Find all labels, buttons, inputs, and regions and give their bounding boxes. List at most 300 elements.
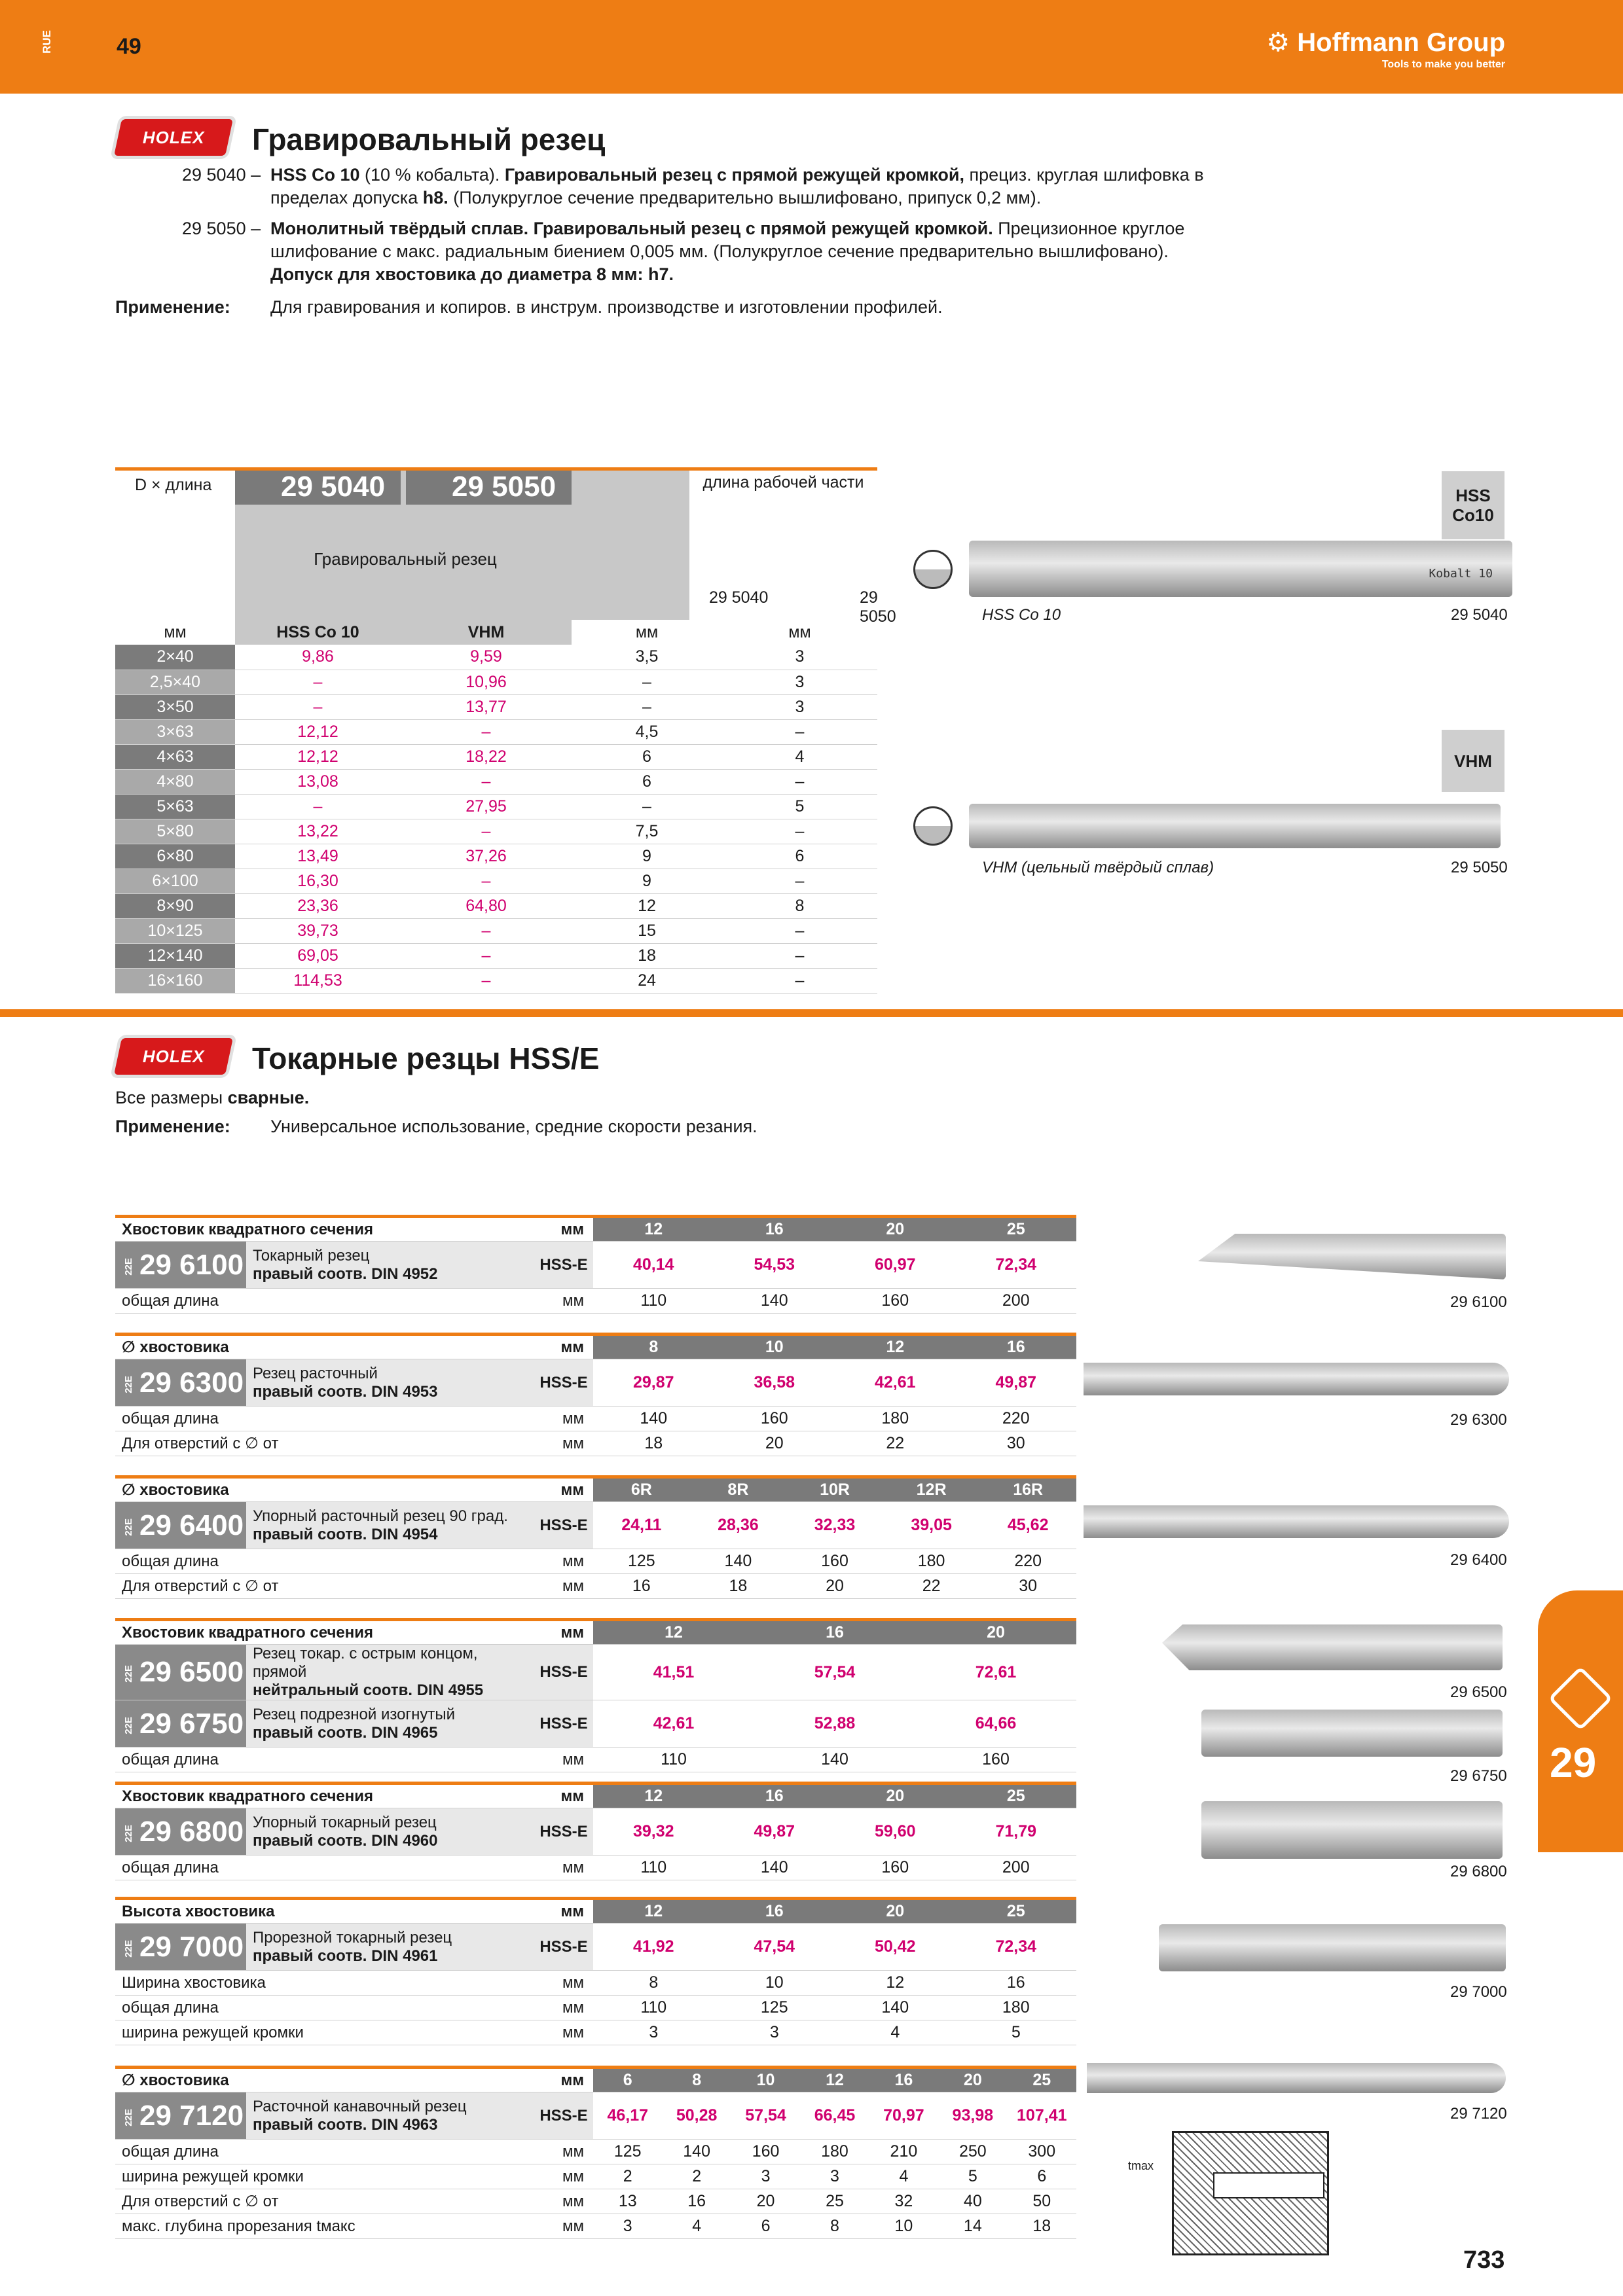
material: HSS-E	[534, 1502, 593, 1549]
half-round-section-icon	[913, 806, 953, 846]
value-cell: 160	[786, 1549, 883, 1574]
brand-name: Hoffmann Group	[1297, 28, 1505, 57]
article-code: 22E 29 6100	[115, 1242, 246, 1289]
logo-icon: ⚙	[1266, 28, 1298, 57]
size-header: 20	[835, 1217, 956, 1242]
unit: мм	[534, 1477, 593, 1502]
price-cell: 9,59	[401, 645, 572, 670]
code-29-5040: 29 5040	[235, 471, 401, 505]
material: HSS-E	[534, 1359, 593, 1407]
param-label: общая длина	[115, 1856, 534, 1880]
length-cell: 3	[722, 645, 877, 670]
price-cell: 13,22	[235, 819, 401, 844]
size-header: 10R	[786, 1477, 883, 1502]
price-cell: 45,62	[979, 1502, 1076, 1549]
price-cell: 29,87	[593, 1359, 714, 1407]
holex-logo: HOLEX	[114, 119, 233, 156]
section-title: Гравировальный резец	[252, 122, 606, 156]
length-cell: 6	[722, 844, 877, 869]
size-header: 10	[714, 1335, 835, 1359]
material: HSS-E	[534, 1645, 593, 1700]
value-cell: 180	[956, 1996, 1077, 2020]
article-code: 22E 29 6800	[115, 1808, 246, 1856]
unit: мм	[534, 1335, 593, 1359]
chapter-number: 29	[1550, 1739, 1597, 1786]
value-cell: 140	[714, 1289, 835, 1314]
caption-code: 29 6500	[1450, 1683, 1507, 1701]
unit: мм	[534, 2164, 593, 2189]
value-cell: 14	[938, 2214, 1007, 2239]
article-code: 22E 29 6750	[115, 1700, 246, 1748]
size-cell: 8×90	[115, 893, 235, 918]
engraving-rows: мм HSS Co 10 VHM мм мм 2×40 9,86 9,59 3,5 3 2,5×40 – 10,96 – 3 3×50 – 13,77 – 3 3×63 12,12 – 4,5 – 4×63 12,12 18,22 6 4 4×80 13,08 – 6 – 5×63 – 27,95 – 5 5×80 13,22 – 7,5 – 6×80 13,49 37,26 9 6 6×100 16,30 – 9 – 8×90 23,36 64,80 12 8 10×125 39,73 – 15 – 12×140 69,05 – 18 – 16×160 114,53 – 24 –	[115, 620, 877, 994]
product-block-29-6500	[115, 1618, 1076, 1772]
size-header: 10	[731, 2068, 800, 2092]
price-cell: 49,87	[714, 1808, 835, 1856]
value-cell: 160	[915, 1748, 1076, 1772]
unit: мм	[534, 2020, 593, 2045]
size-header: 12	[593, 1784, 714, 1808]
price-cell: 49,87	[956, 1359, 1077, 1407]
price-cell: 27,95	[401, 794, 572, 819]
size-header: 25	[956, 1784, 1077, 1808]
insert-icon	[1548, 1666, 1613, 1731]
value-cell: 30	[956, 1431, 1077, 1456]
price-cell: –	[401, 869, 572, 893]
length-cell: 24	[572, 968, 722, 993]
value-cell: 220	[956, 1407, 1077, 1431]
unit: мм	[534, 1899, 593, 1924]
tool-image-29-6800	[1201, 1801, 1503, 1859]
value-cell: 16	[593, 1574, 690, 1599]
length-cell: –	[572, 794, 722, 819]
value-cell: 110	[593, 1748, 754, 1772]
price-cell: 57,54	[731, 2092, 800, 2140]
price-cell: 39,32	[593, 1808, 714, 1856]
code-prefix: 22E	[123, 1518, 134, 1536]
section-title: Токарные резцы HSS/E	[252, 1041, 600, 1075]
price-cell: 107,41	[1008, 2092, 1076, 2140]
table-row	[115, 968, 877, 993]
price-cell: 70,97	[869, 2092, 938, 2140]
article-code: 22E 29 6500	[115, 1645, 246, 1700]
unit: мм	[534, 2189, 593, 2214]
value-cell: 2	[662, 2164, 731, 2189]
value-cell: 30	[979, 1574, 1076, 1599]
price-cell: 41,92	[593, 1924, 714, 1971]
brand-tagline: Tools to make you better	[1381, 59, 1505, 70]
value-cell: 16	[956, 1971, 1077, 1996]
material: HSS-E	[534, 1808, 593, 1856]
size-header: 6	[593, 2068, 662, 2092]
length-cell: 5	[722, 794, 877, 819]
length-cell: –	[722, 719, 877, 744]
price-cell: 52,88	[754, 1700, 915, 1748]
price-cell: 72,61	[915, 1645, 1076, 1700]
size-header: 20	[915, 1620, 1076, 1645]
item-29-5040: 29 5040 – HSS Co 10 (10 % кобальта). Гравировальный резец с прямой режущей кромкой, прециз. круглая шлифовка в пределах допуска h8. (Полукруглое сечение предварительно вышлифовано, припуск 0,2 мм).	[182, 165, 1204, 207]
application-label: Применение:	[115, 1117, 230, 1136]
price-cell: 39,05	[883, 1502, 980, 1549]
size-cell: 4×80	[115, 769, 235, 794]
size-header: 8	[593, 1335, 714, 1359]
value-cell: 160	[714, 1407, 835, 1431]
length-cell: 4,5	[572, 719, 722, 744]
unit: мм	[534, 2214, 593, 2239]
caption-code: 29 7000	[1450, 1983, 1507, 2001]
value-cell: 10	[714, 1971, 835, 1996]
size-cell: 5×80	[115, 819, 235, 844]
value-cell: 2	[593, 2164, 662, 2189]
tool-image-29-6500	[1162, 1624, 1503, 1670]
value-cell: 140	[690, 1549, 787, 1574]
unit: мм	[534, 2068, 593, 2092]
article-description: Токарный резец правый соотв. DIN 4952	[246, 1242, 534, 1289]
param-label: Для отверстий с ∅ от	[115, 1431, 534, 1456]
value-cell: 160	[731, 2140, 800, 2164]
item-29-5050: 29 5050 – Монолитный твёрдый сплав. Гравировальный резец с прямой режущей кромкой. Прецизионное круглое шлифование с макс. радиальным биением 0,005 мм. (Полукруглое сечение предварительно вышлифовано). Допуск для хвостовика до диаметра 8 мм: h7.	[182, 219, 1185, 284]
value-cell: 18	[690, 1574, 787, 1599]
badge-vhm: VHM	[1442, 730, 1504, 792]
col-dim: D × длина	[135, 476, 212, 494]
size-header: 16	[869, 2068, 938, 2092]
tool-image-29-5040: Kobalt 10	[969, 541, 1512, 597]
value-cell: 6	[1008, 2164, 1076, 2189]
table-row	[115, 844, 877, 869]
size-cell: 3×63	[115, 719, 235, 744]
param-label: общая длина	[115, 1996, 534, 2020]
code-prefix: 22E	[123, 1375, 134, 1393]
value-cell: 110	[593, 1856, 714, 1880]
size-header: 12	[593, 1620, 754, 1645]
price-cell: –	[235, 694, 401, 719]
caption-code: 29 6100	[1450, 1293, 1507, 1311]
article-description: Резец расточный правый соотв. DIN 4953	[246, 1359, 534, 1407]
value-cell: 20	[786, 1574, 883, 1599]
value-cell: 18	[1008, 2214, 1076, 2239]
tool-image-29-7000	[1159, 1924, 1506, 1971]
value-cell: 220	[979, 1549, 1076, 1574]
badge-hss: HSS Co10	[1442, 471, 1504, 539]
value-cell: 160	[835, 1289, 956, 1314]
size-cell: 16×160	[115, 968, 235, 993]
value-cell: 300	[1008, 2140, 1076, 2164]
material: HSS-E	[534, 2092, 593, 2140]
param-label: Хвостовик квадратного сечения	[115, 1217, 534, 1242]
code-29-5050: 29 5050	[406, 471, 572, 505]
caption-code-5050: 29 5050	[1451, 859, 1508, 876]
param-label: Хвостовик квадратного сечения	[115, 1620, 534, 1645]
price-cell: –	[401, 943, 572, 968]
table-row	[115, 769, 877, 794]
price-cell: 72,34	[956, 1242, 1077, 1289]
length-cell: –	[722, 769, 877, 794]
unit: мм	[534, 1748, 593, 1772]
value-cell: 200	[956, 1856, 1077, 1880]
welded-note: Все размеры сварные.	[115, 1088, 310, 1107]
value-cell: 110	[593, 1289, 714, 1314]
value-cell: 180	[835, 1407, 956, 1431]
size-header: 25	[956, 1899, 1077, 1924]
size-cell: 6×80	[115, 844, 235, 869]
price-cell: 13,49	[235, 844, 401, 869]
length-cell: –	[722, 819, 877, 844]
material: HSS-E	[534, 1924, 593, 1971]
param-label: общая длина	[115, 2140, 534, 2164]
value-cell: 180	[883, 1549, 980, 1574]
length-cell: –	[722, 968, 877, 993]
length-cell: 4	[722, 744, 877, 769]
code-prefix: 22E	[123, 1257, 134, 1276]
tool-image-29-7120	[1087, 2063, 1506, 2093]
price-cell: 66,45	[800, 2092, 869, 2140]
price-cell: –	[401, 769, 572, 794]
product-block-29-7120	[115, 2066, 1076, 2239]
price-cell: 57,54	[754, 1645, 915, 1700]
param-label: ∅ хвостовика	[115, 1477, 534, 1502]
value-cell: 200	[956, 1289, 1077, 1314]
price-cell: –	[235, 670, 401, 694]
price-cell: 64,66	[915, 1700, 1076, 1748]
value-cell: 6	[731, 2214, 800, 2239]
value-cell: 125	[593, 2140, 662, 2164]
value-cell: 20	[731, 2189, 800, 2214]
price-cell: 60,97	[835, 1242, 956, 1289]
article-description: Прорезной токарный резец правый соотв. DIN 4961	[246, 1924, 534, 1971]
table-row	[115, 645, 877, 670]
length-cell: 18	[572, 943, 722, 968]
length-cell: 12	[572, 893, 722, 918]
group-label: Гравировальный резец	[314, 549, 497, 569]
price-cell: 114,53	[235, 968, 401, 993]
unit: мм	[534, 1996, 593, 2020]
caption-code: 29 7120	[1450, 2105, 1507, 2123]
price-cell: 36,58	[714, 1359, 835, 1407]
footer-page-number: 733	[1463, 2246, 1505, 2274]
value-cell: 140	[754, 1748, 915, 1772]
length-cell: 6	[572, 769, 722, 794]
value-cell: 210	[869, 2140, 938, 2164]
size-header: 16	[754, 1620, 915, 1645]
size-header: 25	[1008, 2068, 1076, 2092]
size-header: 16R	[979, 1477, 1076, 1502]
value-cell: 180	[800, 2140, 869, 2164]
engraving-table	[115, 467, 896, 994]
value-cell: 250	[938, 2140, 1007, 2164]
unit: мм	[534, 1574, 593, 1599]
param-label: ∅ хвостовика	[115, 1335, 534, 1359]
length-cell: 7,5	[572, 819, 722, 844]
tool-image-29-6300	[1084, 1363, 1509, 1395]
table-row	[115, 694, 877, 719]
size-header: 12R	[883, 1477, 980, 1502]
product-block-29-6100	[115, 1215, 1076, 1314]
unit: мм	[534, 1971, 593, 1996]
material: HSS-E	[534, 1242, 593, 1289]
brand-logo	[1266, 27, 1505, 71]
price-cell: 16,30	[235, 869, 401, 893]
price-cell: 37,26	[401, 844, 572, 869]
value-cell: 32	[869, 2189, 938, 2214]
value-cell: 3	[731, 2164, 800, 2189]
unit: мм	[534, 1784, 593, 1808]
price-cell: 28,36	[690, 1502, 787, 1549]
param-label: ширина режущей кромки	[115, 2020, 534, 2045]
price-cell: 41,51	[593, 1645, 754, 1700]
param-label: общая длина	[115, 1549, 534, 1574]
price-cell: 50,28	[662, 2092, 731, 2140]
price-cell: –	[401, 968, 572, 993]
item-code: 29 5040 –	[182, 165, 261, 185]
value-cell: 3	[593, 2214, 662, 2239]
unit: мм	[534, 1217, 593, 1242]
value-cell: 4	[869, 2164, 938, 2189]
tmax-label: tmax	[1128, 2159, 1154, 2172]
size-header: 20	[938, 2068, 1007, 2092]
price-cell: –	[401, 719, 572, 744]
param-label: макс. глубина прорезания tмакс	[115, 2214, 534, 2239]
size-cell: 2,5×40	[115, 670, 235, 694]
length-cell: –	[722, 943, 877, 968]
value-cell: 40	[938, 2189, 1007, 2214]
value-cell: 160	[835, 1856, 956, 1880]
price-cell: 9,86	[235, 645, 401, 670]
value-cell: 140	[714, 1856, 835, 1880]
tool-image-29-6100	[1198, 1234, 1506, 1280]
article-code: 22E 29 7120	[115, 2092, 246, 2140]
article-description: Резец подрезной изогнутый правый соотв. DIN 4965	[246, 1700, 534, 1748]
table-row	[115, 794, 877, 819]
value-cell: 22	[835, 1431, 956, 1456]
article-description: Упорный расточный резец 90 град. правый соотв. DIN 4954	[246, 1502, 534, 1549]
value-cell: 125	[593, 1549, 690, 1574]
value-cell: 3	[800, 2164, 869, 2189]
length-cell: 6	[572, 744, 722, 769]
unit: мм	[534, 1431, 593, 1456]
caption-code: 29 6300	[1450, 1411, 1507, 1429]
length-cell: 3	[722, 694, 877, 719]
param-label: ширина режущей кромки	[115, 2164, 534, 2189]
value-cell: 4	[662, 2214, 731, 2239]
application-text: Для гравирования и копиров. в инструм. производстве и изготовлении профилей.	[270, 297, 943, 317]
length-cell: 3,5	[572, 645, 722, 670]
param-label: общая длина	[115, 1748, 534, 1772]
price-cell: 50,42	[835, 1924, 956, 1971]
product-block-29-6300	[115, 1333, 1076, 1456]
caption-code: 29 6800	[1450, 1863, 1507, 1880]
value-cell: 8	[593, 1971, 714, 1996]
groove-depth-diagram	[1128, 2131, 1329, 2255]
param-label: общая длина	[115, 1407, 534, 1431]
value-cell: 18	[593, 1431, 714, 1456]
size-header: 16	[714, 1784, 835, 1808]
article-description: Упорный токарный резец правый соотв. DIN 4960	[246, 1808, 534, 1856]
size-cell: 4×63	[115, 744, 235, 769]
table-row	[115, 893, 877, 918]
table-row	[115, 819, 877, 844]
product-block-29-7000	[115, 1897, 1076, 2045]
price-cell: 12,12	[235, 744, 401, 769]
table-row	[115, 719, 877, 744]
article-code: 22E 29 6300	[115, 1359, 246, 1407]
price-cell: 54,53	[714, 1242, 835, 1289]
unit: мм	[534, 2140, 593, 2164]
price-cell: 42,61	[835, 1359, 956, 1407]
length-cell: 9	[572, 869, 722, 893]
chapter-tab[interactable]	[1538, 1590, 1623, 1852]
article-code: 22E 29 6400	[115, 1502, 246, 1549]
length-cell: –	[572, 694, 722, 719]
value-cell: 3	[714, 2020, 835, 2045]
length-cell: –	[722, 869, 877, 893]
unit: мм	[534, 1407, 593, 1431]
code-prefix: 22E	[123, 2108, 134, 2126]
length-cell: 8	[722, 893, 877, 918]
size-header: 16	[714, 1217, 835, 1242]
unit: мм	[534, 1856, 593, 1880]
size-header: 20	[835, 1899, 956, 1924]
value-cell: 8	[800, 2214, 869, 2239]
size-header: 6R	[593, 1477, 690, 1502]
price-cell: 72,34	[956, 1924, 1077, 1971]
table-row	[115, 869, 877, 893]
product-block-29-6800	[115, 1782, 1076, 1880]
price-cell: 42,61	[593, 1700, 754, 1748]
price-cell: 40,14	[593, 1242, 714, 1289]
table-row	[115, 918, 877, 943]
value-cell: 125	[714, 1996, 835, 2020]
param-label: Высота хвостовика	[115, 1899, 534, 1924]
group-header	[235, 471, 689, 620]
value-cell: 5	[956, 2020, 1077, 2045]
table-row	[115, 943, 877, 968]
value-cell: 140	[593, 1407, 714, 1431]
size-header: 8	[662, 2068, 731, 2092]
value-cell: 50	[1008, 2189, 1076, 2214]
value-cell: 3	[593, 2020, 714, 2045]
tool-image-29-5050	[969, 804, 1501, 848]
unit: мм	[534, 1620, 593, 1645]
size-header: 20	[835, 1784, 956, 1808]
size-header: 12	[800, 2068, 869, 2092]
value-cell: 12	[835, 1971, 956, 1996]
table-row	[115, 744, 877, 769]
size-header: 16	[956, 1335, 1077, 1359]
tool-image-29-6400	[1084, 1505, 1509, 1538]
price-cell: 32,33	[786, 1502, 883, 1549]
price-cell: 59,60	[835, 1808, 956, 1856]
length-cell: 3	[722, 670, 877, 694]
price-cell: 18,22	[401, 744, 572, 769]
param-label: ∅ хвостовика	[115, 2068, 534, 2092]
value-cell: 22	[883, 1574, 980, 1599]
price-cell: 12,12	[235, 719, 401, 744]
caption-code-5040: 29 5040	[1451, 606, 1508, 624]
product-block-29-6400	[115, 1475, 1076, 1599]
price-cell: 71,79	[956, 1808, 1077, 1856]
price-cell: 13,77	[401, 694, 572, 719]
size-header: 8R	[690, 1477, 787, 1502]
tool-image-29-6750	[1201, 1710, 1503, 1757]
article-code: 22E 29 7000	[115, 1924, 246, 1971]
price-cell: 39,73	[235, 918, 401, 943]
code-prefix: 22E	[123, 1939, 134, 1958]
size-cell: 2×40	[115, 645, 235, 670]
size-cell: 12×140	[115, 943, 235, 968]
price-cell: 13,08	[235, 769, 401, 794]
article-description: Расточной канавочный резец правый соотв. DIN 4963	[246, 2092, 534, 2140]
value-cell: 140	[835, 1996, 956, 2020]
